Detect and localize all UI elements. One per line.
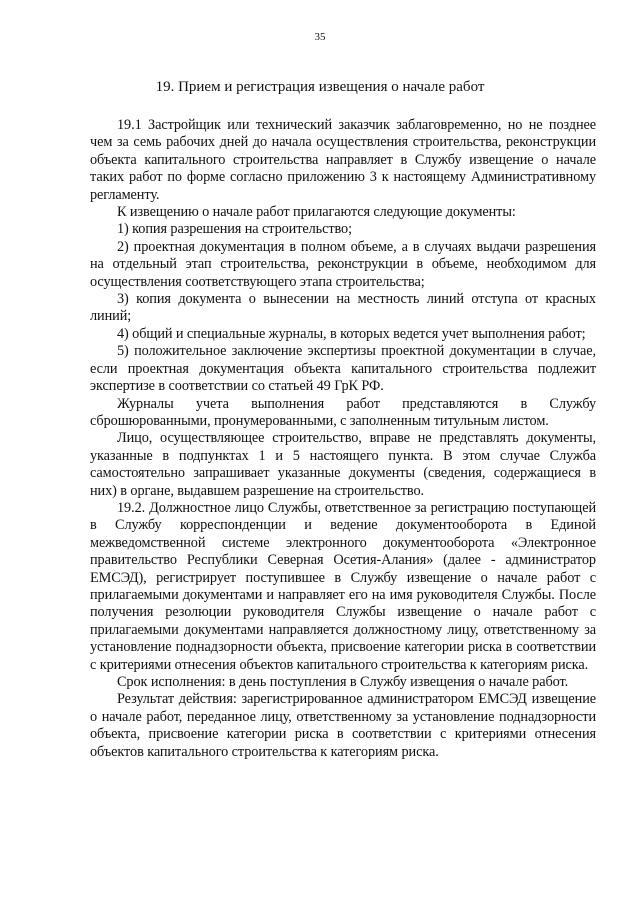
list-item-3: 3) копия документа о вынесении на местность линий отступа от красных линий; — [90, 291, 596, 325]
paragraph-19-1: 19.1 Застройщик или технический заказчик заблаговременно, но не позднее чем за семь рабочих дней до начала осуществления строительства, реконструкции объекта капитального строительства направляет в Службу извещение о начале таких работ по форме согласно приложению 3 к настоящему Административному регламенту. — [90, 117, 596, 203]
list-item-5: 5) положительное заключение экспертизы проектной документации в случае, если проектная документация объекта капитального строительства подлежит экспертизе в соответствии со статьей 49 ГрК РФ. — [90, 343, 596, 395]
document-body — [90, 117, 596, 761]
page-number: 35 — [314, 31, 326, 43]
paragraph-attachments-intro: К извещению о начале работ прилагаются следующие документы: — [117, 204, 516, 221]
paragraph-journals: Журналы учета выполнения работ представляются в Службу сброшюрованными, пронумерованными, с заполненным титульным листом. — [90, 395, 596, 429]
list-item-4: 4) общий и специальные журналы, в которых ведется учет выполнения работ; — [117, 325, 586, 342]
paragraph-result: Результат действия: зарегистрированное администратором ЕМСЭД извещение о начале работ, переданное лицу, ответственному за установление поднадзорности объекта, присвоение категории риска в соответствии с критериями отнесения объектов капитального строительства к категориям риска. — [90, 691, 596, 760]
paragraph-deadline: Срок исполнения: в день поступления в Службу извещения о начале работ. — [117, 674, 569, 690]
list-item-1: 1) копия разрешения на строительство; — [117, 221, 352, 238]
section-title: 19. Прием и регистрация извещения о начале работ — [155, 79, 485, 95]
paragraph-19-2: 19.2. Должностное лицо Службы, ответственное за регистрацию поступающей в Службу корреспонденции и ведение документооборота в Единой межведомственной системе электронного документооборота «Электронное правительство Республики Северная Осетия-Алания» (далее - администратор ЕМСЭД), регистрирует поступившее в Службу извещение о начале работ с прилагаемыми документами и направляет его на имя руководителя Службы. После получения резолюции руководителя Службы извещение о начале работ с прилагаемыми документами направляется должностному лицу, ответственному за установление поднадзорности объекта, присвоение категории риска в соответствии с критериями отнесения объектов капитального строительства к категориям риска. — [90, 499, 596, 673]
paragraph-builder-rights: Лицо, осуществляющее строительство, вправе не представлять документы, указанные в подпунктах 1 и 5 настоящего пункта. В этом случае Служба самостоятельно запрашивает указанные документы (сведения, содержащиеся в них) в органе, выдавшем разрешение на строительство. — [90, 430, 596, 499]
list-item-2: 2) проектная документация в полном объеме, а в случаях выдачи разрешения на отдельный этап строительства, реконструкции в объеме, необходимом для осуществления соответствующего этапа строительства; — [90, 238, 596, 290]
